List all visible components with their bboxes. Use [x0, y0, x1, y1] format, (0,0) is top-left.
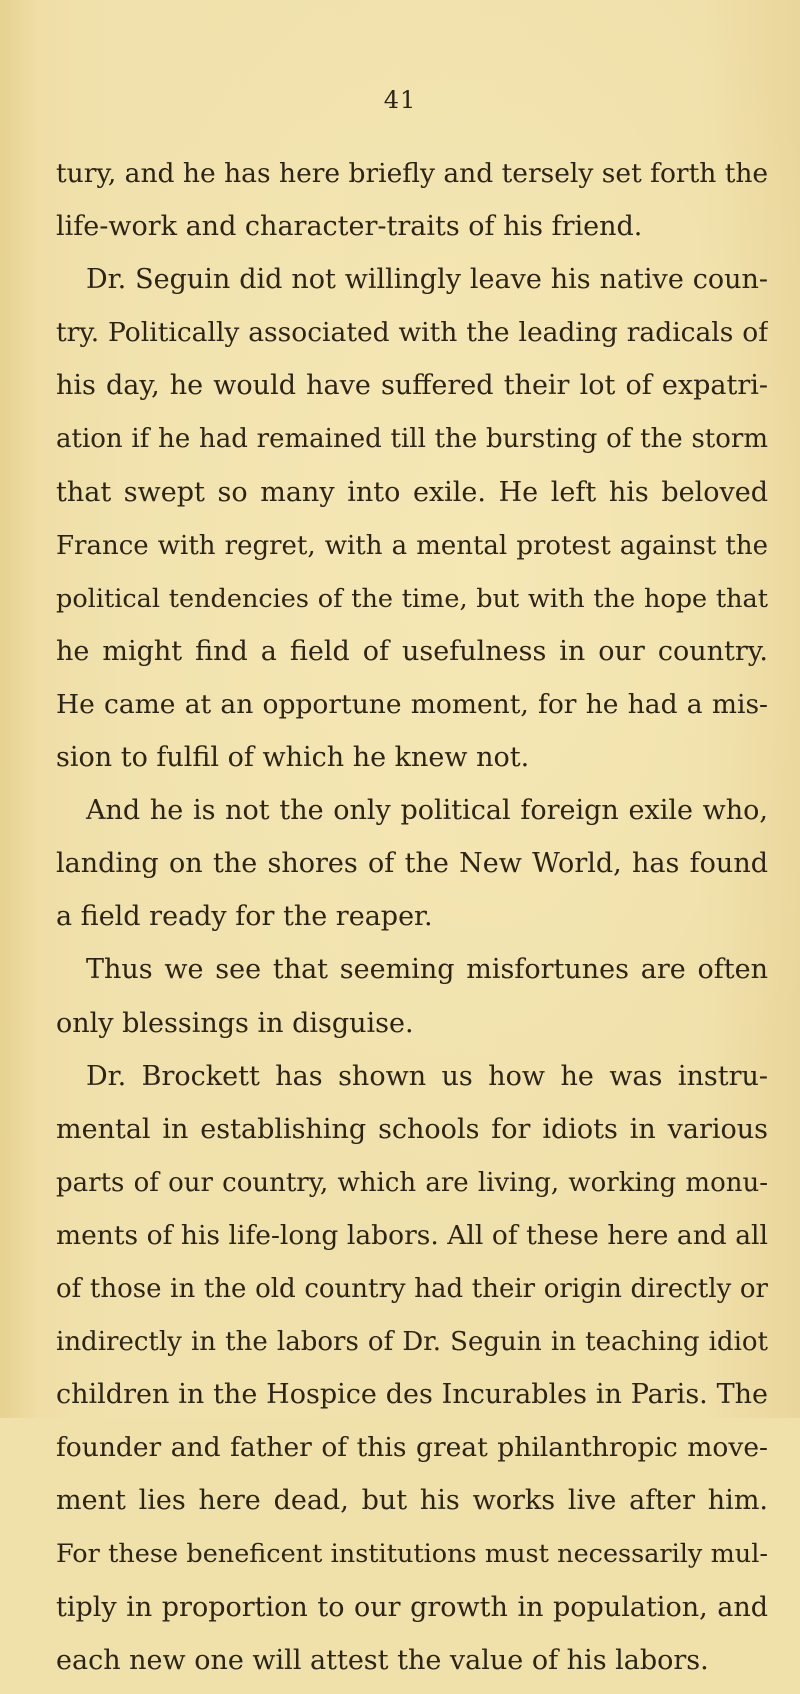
text-line: indirectly in the labors of Dr. Seguin in teaching idiot	[56, 1327, 768, 1358]
page-number: 41	[383, 86, 417, 114]
text-line: sion to fulfil of which he knew not.	[56, 742, 530, 774]
text-line: tury, and he has here briefly and tersely set forth the	[56, 158, 768, 189]
text-line: a field ready for the reaper.	[56, 901, 433, 933]
text-line: life-work and character-traits of his friend.	[56, 211, 643, 243]
text-line: each new one will attest the value of his labors.	[56, 1644, 709, 1676]
text-line: try. Politically associated with the leading radicals of	[56, 317, 768, 349]
text-line: that swept so many into exile. He left his beloved	[56, 476, 768, 508]
text-line: For these beneficent institutions must necessarily mul-	[56, 1539, 768, 1570]
text-line: mental in establishing schools for idiots in various	[56, 1113, 768, 1145]
text-line: Dr. Seguin did not willingly leave his native coun-	[86, 264, 768, 296]
text-line: Thus we see that seeming misfortunes are often	[86, 954, 768, 986]
text-line: children in the Hospice des Incurables in Paris. The	[56, 1379, 768, 1411]
text-line: He came at an opportune moment, for he had a mis-	[56, 688, 768, 720]
text-line: only blessings in disguise.	[56, 1007, 414, 1039]
text-line: his day, he would have suffered their lot of expatri-	[56, 370, 768, 402]
text-line: France with regret, with a mental protest against the	[56, 530, 768, 561]
body-text	[56, 154, 768, 1694]
text-line: ments of his life-long labors. All of these here and all	[56, 1219, 768, 1251]
text-line: landing on the shores of the New World, has found	[56, 848, 768, 880]
text-line: of those in the old country had their origin directly or	[56, 1273, 768, 1304]
text-line: parts of our country, which are living, working monu-	[56, 1167, 768, 1198]
text-line: Dr. Brockett has shown us how he was instru-	[86, 1060, 768, 1092]
text-line: political tendencies of the time, but with the hope that	[56, 583, 768, 614]
text-line: ation if he had remained till the bursting of the storm	[56, 424, 768, 455]
text-line: founder and father of this great philanthropic move-	[56, 1432, 768, 1464]
text-line: tiply in proportion to our growth in population, and	[56, 1591, 768, 1623]
text-line: ment lies here dead, but his works live after him.	[56, 1485, 768, 1517]
text-line: And he is not the only political foreign exile who,	[86, 795, 768, 827]
text-line: he might find a field of usefulness in our country.	[56, 635, 768, 667]
